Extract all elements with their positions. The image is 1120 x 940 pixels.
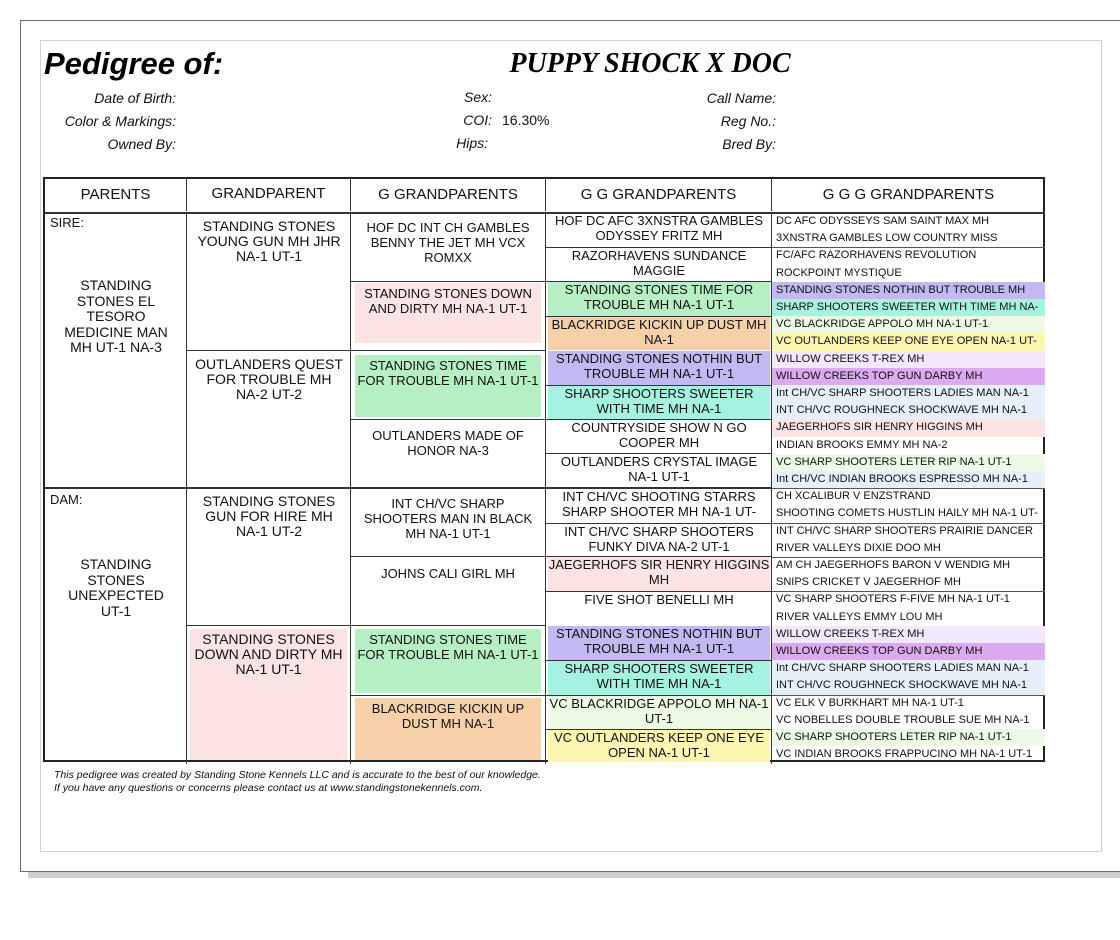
ggg-grandparent-22: SNIPS CRICKET V JAEGERHOF MH [776, 576, 961, 589]
coi-label: COI: [463, 112, 492, 128]
footer-line-1: This pedigree was created by Standing Stone Kennels LLC and is accurate to the best of our knowledge. [54, 769, 541, 781]
ggg-grandparent-18: SHOOTING COMETS HUSTLIN HAILY MH NA-1 UT- [776, 507, 1038, 520]
ggg-grandparent-20: RIVER VALLEYS DIXIE DOO MH [776, 541, 941, 554]
ggg-grandparent-5: STANDING STONES NOTHIN BUT TROUBLE MH [772, 282, 1045, 299]
ggg-grandparent-21: AM CH JAEGERHOFS BARON V WENDIG MH [776, 559, 1011, 571]
ggg-grandparent-30: VC NOBELLES DOUBLE TROUBLE SUE MH NA-1 [776, 713, 1030, 726]
gg-grandparent-4: BLACKRIDGE KICKIN UP DUST MH NA-1 [548, 317, 770, 350]
sire-name: STANDING STONES EL TESORO MEDICINE MAN MH UT-1 NA-3 [64, 277, 168, 355]
ggg-grandparent-2: 3XNSTRA GAMBLES LOW COUNTRY MISS [776, 232, 998, 245]
gg-grandparent-11: JAEGERHOFS SIR HENRY HIGGINS MH [548, 557, 770, 591]
ggg-grandparent-1: DC AFC ODYSSEYS SAM SAINT MAX MH [776, 215, 990, 227]
g-grandparent-1: HOF DC INT CH GAMBLES BENNY THE JET MH VCX ROMXX [366, 220, 530, 265]
ggg-grandparent-17: CH XCALIBUR V ENZSTRAND [776, 490, 931, 503]
ggg-grandparent-25: WILLOW CREEKS T-REX MH [772, 626, 1045, 643]
header-g-grandparents: G GRANDPARENTS [351, 179, 546, 211]
sex-label: Sex: [463, 89, 492, 105]
ggg-grandparent-12: INT CH/VC ROUGHNECK SHOCKWAVE MH NA-1 [772, 402, 1045, 419]
ggg-grandparent-10: WILLOW CREEKS TOP GUN DARBY MH [772, 368, 1045, 385]
ggg-grandparent-29: VC ELK V BURKHART MH NA-1 UT-1 [776, 696, 964, 709]
ggg-grandparent-28: INT CH/VC ROUGHNECK SHOCKWAVE MH NA-1 [772, 677, 1045, 694]
grandparent-dam-sire: STANDING STONES GUN FOR HIRE MH NA-1 UT-2 [202, 493, 336, 539]
call-name-label: Call Name: [706, 90, 776, 106]
pedigree-of-label: Pedigree of: [44, 46, 224, 81]
ggg-grandparent-16: Int CH/VC INDIAN BROOKS ESPRESSO MH NA-1 [772, 471, 1045, 488]
header-ggg-grandparents: G G G GRANDPARENTS [822, 186, 995, 203]
ggg-grandparent-32: VC INDIAN BROOKS FRAPPUCINO MH NA-1 UT-1 [776, 748, 1033, 761]
grandparent-sire-dam: OUTLANDERS QUEST FOR TROUBLE MH NA-2 UT-2 [195, 356, 343, 402]
header-gg-grandparents: G G GRANDPARENTS [546, 179, 772, 211]
dam-name: STANDING STONES UNEXPECTED UT-1 [68, 556, 164, 619]
ggg-grandparent-31: VC SHARP SHOOTERS LETER RIP NA-1 UT-1 [772, 729, 1045, 746]
ggg-grandparent-11: Int CH/VC SHARP SHOOTERS LADIES MAN NA-1 [772, 385, 1045, 402]
gg-grandparent-14: SHARP SHOOTERS SWEETER WITH TIME MH NA-1 [548, 661, 770, 695]
grandparent-sire-sire: STANDING STONES YOUNG GUN MH JHR NA-1 UT-1 [197, 218, 341, 264]
ggg-grandparent-8: VC OUTLANDERS KEEP ONE EYE OPEN NA-1 UT- [772, 333, 1045, 350]
footer-line-2: If you have any questions or concerns please contact us at www.standingstonekennels.com. [54, 782, 483, 794]
ggg-grandparent-27: Int CH/VC SHARP SHOOTERS LADIES MAN NA-1 [772, 660, 1045, 677]
pedigree-table [43, 177, 1045, 762]
ggg-grandparent-9: WILLOW CREEKS T-REX MH [772, 351, 1045, 368]
coi-value: 16.30% [502, 112, 550, 128]
dob-label: Date of Birth: [94, 90, 176, 106]
dam-label: DAM: [50, 492, 83, 507]
gg-grandparent-1: HOF DC AFC 3XNSTRA GAMBLES ODYSSEY FRITZ MH [554, 213, 764, 243]
ggg-grandparent-15: VC SHARP SHOOTERS LETER RIP NA-1 UT-1 [772, 454, 1045, 471]
gg-grandparent-13: STANDING STONES NOTHIN BUT TROUBLE MH NA-1 UT-1 [548, 626, 770, 660]
reg-no-label: Reg No.: [720, 113, 776, 129]
g-grandparent-7: STANDING STONES TIME FOR TROUBLE MH NA-1 UT-1 [355, 629, 541, 693]
gg-grandparent-8: OUTLANDERS CRYSTAL IMAGE NA-1 UT-1 [560, 454, 758, 484]
owned-by-label: Owned By: [107, 136, 176, 152]
gg-grandparent-15: VC BLACKRIDGE APPOLO MH NA-1 UT-1 [548, 696, 770, 729]
color-markings-label: Color & Markings: [64, 113, 176, 129]
gg-grandparent-10: INT CH/VC SHARP SHOOTERS FUNKY DIVA NA-2 UT-1 [564, 524, 754, 554]
ggg-grandparent-23: VC SHARP SHOOTERS F-FIVE MH NA-1 UT-1 [776, 593, 1010, 606]
ggg-grandparent-13: JAEGERHOFS SIR HENRY HIGGINS MH [772, 419, 1045, 436]
g-grandparent-4: OUTLANDERS MADE OF HONOR NA-3 [372, 428, 524, 458]
ggg-grandparent-3: FC/AFC RAZORHAVENS REVOLUTION [776, 249, 977, 262]
bred-by-label: Bred By: [722, 136, 776, 152]
gg-grandparent-5: STANDING STONES NOTHIN BUT TROUBLE MH NA-1 UT-1 [548, 351, 770, 385]
dog-name-title: PUPPY SHOCK X DOC [509, 48, 791, 79]
g-grandparent-3: STANDING STONES TIME FOR TROUBLE MH NA-1 UT-1 [355, 355, 541, 417]
gg-grandparent-6: SHARP SHOOTERS SWEETER WITH TIME MH NA-1 [548, 386, 770, 419]
footer-note [54, 769, 541, 795]
ggg-grandparent-26: WILLOW CREEKS TOP GUN DARBY MH [772, 643, 1045, 660]
header-grandparent: GRANDPARENT [187, 179, 351, 211]
g-grandparent-6: JOHNS CALI GIRL MH [381, 566, 515, 581]
ggg-grandparent-19: INT CH/VC SHARP SHOOTERS PRAIRIE DANCER [776, 524, 1033, 537]
gg-grandparent-2: RAZORHAVENS SUNDANCE MAGGIE [571, 248, 747, 278]
ggg-grandparent-14: INDIAN BROOKS EMMY MH NA-2 [776, 438, 948, 451]
hips-label: Hips: [456, 135, 488, 151]
g-grandparent-5: INT CH/VC SHARP SHOOTERS MAN IN BLACK MH NA-1 UT-1 [363, 496, 533, 541]
gg-grandparent-9: INT CH/VC SHOOTING STARRS SHARP SHOOTER MH NA-1 UT- [561, 489, 757, 519]
ggg-grandparent-6: SHARP SHOOTERS SWEETER WITH TIME MH NA- [772, 299, 1045, 316]
g-grandparent-2: STANDING STONES DOWN AND DIRTY MH NA-1 UT-1 [355, 283, 541, 343]
ggg-grandparent-7: VC BLACKRIDGE APPOLO MH NA-1 UT-1 [772, 316, 1045, 333]
gg-grandparent-16: VC OUTLANDERS KEEP ONE EYE OPEN NA-1 UT-1 [548, 730, 770, 762]
ggg-grandparent-4: ROCKPOINT MYSTIQUE [776, 266, 902, 279]
header-parents: PARENTS [45, 179, 187, 211]
grandparent-dam-dam: STANDING STONES DOWN AND DIRTY MH NA-1 UT-1 [190, 629, 347, 760]
g-grandparent-8: BLACKRIDGE KICKIN UP DUST MH NA-1 [355, 698, 541, 760]
gg-grandparent-7: COUNTRYSIDE SHOW N GO COOPER MH [571, 420, 747, 450]
ggg-grandparent-24: RIVER VALLEYS EMMY LOU MH [776, 610, 943, 623]
gg-grandparent-12: FIVE SHOT BENELLI MH [584, 592, 734, 607]
gg-grandparent-3: STANDING STONES TIME FOR TROUBLE MH NA-1 UT-1 [548, 282, 770, 316]
sire-label: SIRE: [50, 215, 84, 230]
